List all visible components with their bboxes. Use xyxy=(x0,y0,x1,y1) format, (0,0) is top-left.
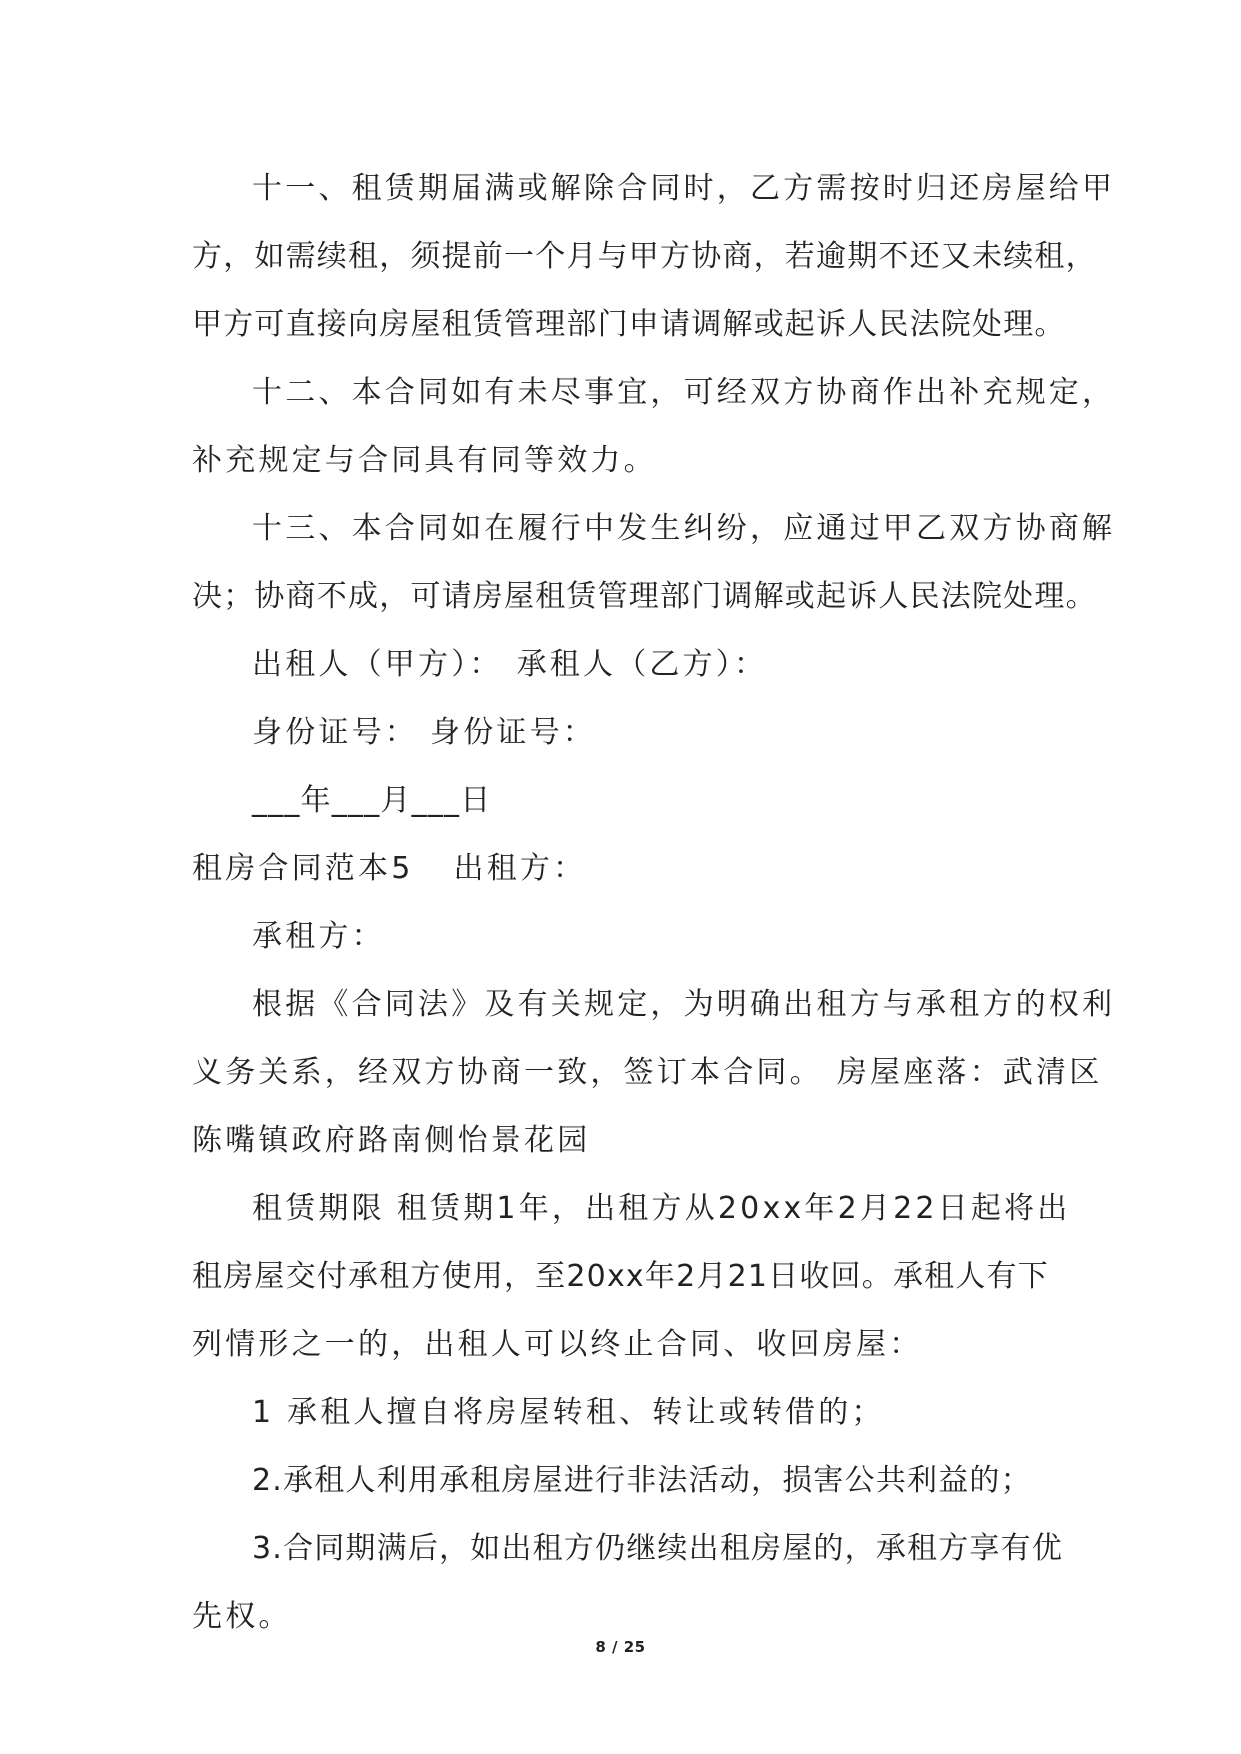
lease-term-line-3: 列情形之一的，出租人可以终止合同、收回房屋： xyxy=(192,1327,923,1362)
document-body xyxy=(192,155,1116,1651)
clause-13-line-2: 决；协商不成，可请房屋租赁管理部门调解或起诉人民法院处理。 xyxy=(192,579,1097,614)
clause-12-line-2: 补充规定与合同具有同等效力。 xyxy=(192,443,657,478)
preamble-text: 义务关系，经双方协商一致，签订本合同。 xyxy=(192,1055,823,1090)
lessee-party-label: 承租人（乙方）： xyxy=(516,647,768,682)
clause-11-line-3: 甲方可直接向房屋租赁管理部门申请调解或起诉人民法院处理。 xyxy=(192,307,1066,342)
clause-11-line-1: 十一、租赁期届满或解除合同时，乙方需按时归还房屋给甲 xyxy=(252,171,1116,206)
lessor-party-label: 出租人（甲方）： xyxy=(252,647,503,682)
preamble-line-1: 根据《合同法》及有关规定，为明确出租方与承租方的权利 xyxy=(252,987,1116,1022)
contract-5-heading xyxy=(192,835,1092,903)
clause-13-line-1: 十三、本合同如在履行中发生纠纷，应通过甲乙双方协商解 xyxy=(252,511,1116,546)
signature-parties xyxy=(192,631,1092,699)
signing-date: ___年___月___日 xyxy=(252,783,492,818)
termination-item-1: 1 承租人擅自将房屋转租、转让或转借的； xyxy=(252,1395,885,1430)
property-location-label: 房屋座落：武清区 xyxy=(836,1055,1103,1090)
contract-5-title: 租房合同范本5 xyxy=(192,851,414,886)
lease-term-text: 租赁期1年，出租方从20xx年2月22日起将出 xyxy=(396,1191,1071,1226)
termination-item-2: 2.承租人利用承租房屋进行非法活动，损害公共利益的； xyxy=(252,1463,1032,1498)
property-address: 陈嘴镇政府路南侧怡景花园 xyxy=(192,1123,591,1158)
page-number: 8 / 25 xyxy=(595,1638,646,1656)
clause-12-line-1: 十二、本合同如有未尽事宜，可经双方协商作出补充规定， xyxy=(252,375,1116,410)
lessor-label: 出租方： xyxy=(453,851,587,886)
lessor-id-label: 身份证号： xyxy=(252,715,418,750)
termination-item-3-line-2: 先权。 xyxy=(192,1599,292,1634)
clause-11-line-2: 方，如需续租，须提前一个月与甲方协商，若逾期不还又未续租， xyxy=(192,239,1097,274)
lease-term-line-2: 租房屋交付承租方使用，至20xx年2月21日收回。承租人有下 xyxy=(192,1259,1049,1294)
termination-item-3-line-1: 3.合同期满后，如出租方仍继续出租房屋的，承租方享有优 xyxy=(252,1531,1064,1566)
lessee-label: 承租方： xyxy=(252,919,385,954)
lease-term-heading: 租赁期限 xyxy=(252,1191,385,1226)
lessee-id-label: 身份证号： xyxy=(430,715,596,750)
lease-term-line-1 xyxy=(192,1175,1092,1243)
id-numbers xyxy=(192,699,1092,767)
preamble-line-2 xyxy=(192,1039,1103,1107)
